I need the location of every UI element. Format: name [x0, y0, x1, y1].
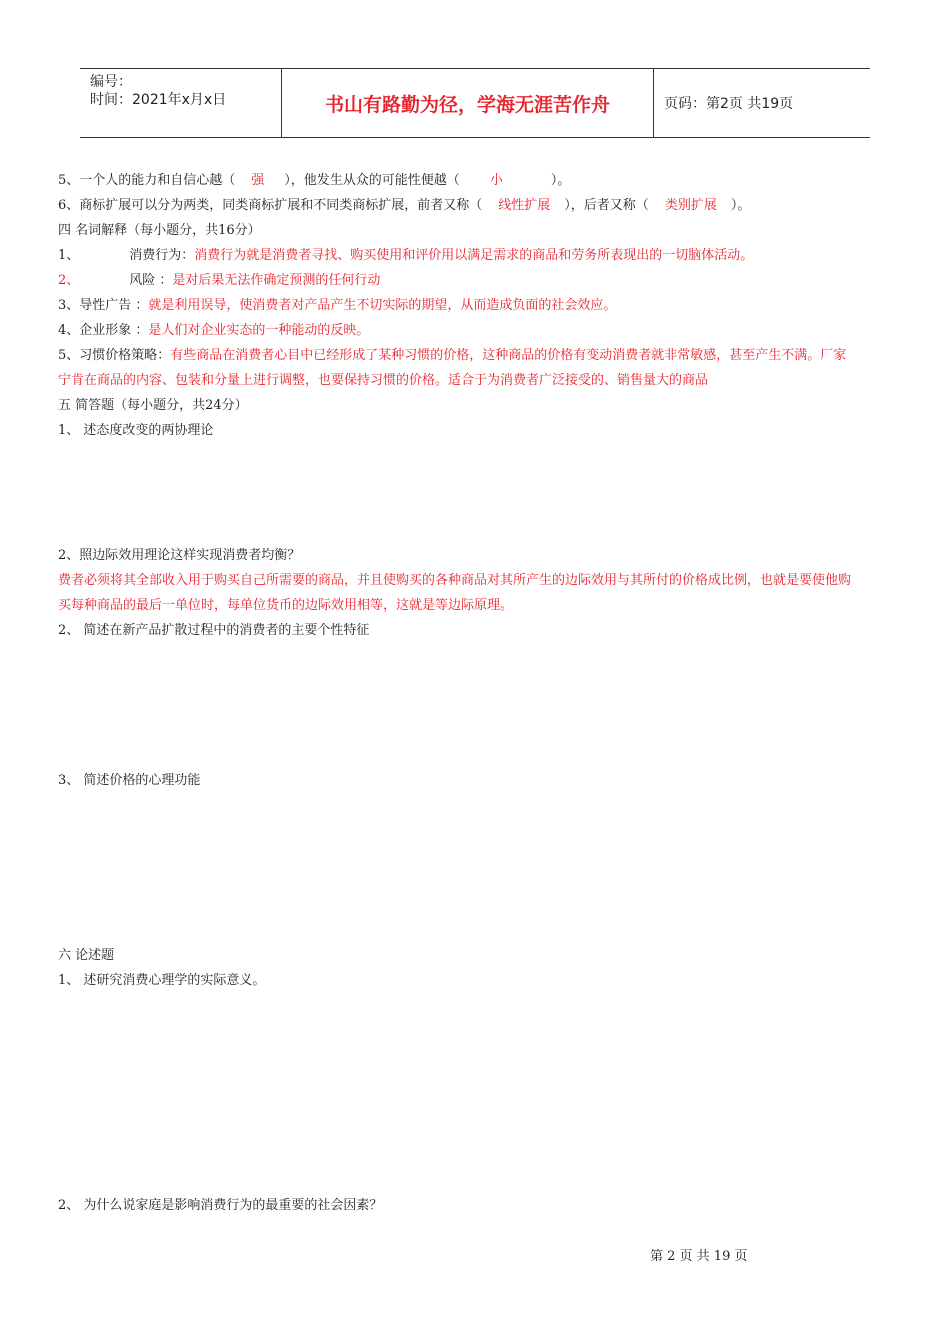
fill-question-5: 5、一个人的能力和自信心越（ 强 ），他发生从众的可能性便越（ 小 ）。: [58, 173, 571, 188]
section-6-title: 六 论述题: [58, 948, 115, 963]
short-question-1: 1、 述态度改变的两协理论: [58, 423, 214, 438]
document-body: [58, 168, 858, 1218]
fill-question-6: 6、商标扩展可以分为两类，同类商标扩展和不同类商标扩展，前者又称（ 线性扩展 ），后者又称（ 类别扩展 ）。: [58, 198, 751, 213]
header-motto: 书山有路勤为径，学海无涯苦作舟: [282, 69, 654, 137]
header-info-cell: [80, 69, 282, 137]
section-5-title: 五 简答题（每小题分，共24分）: [58, 398, 248, 413]
term-item-2: 2、 风险 ：是对后果无法作确定预测的任何行动: [58, 273, 381, 288]
number-label: 编号：: [90, 74, 132, 90]
essay-question-2: 2、 为什么说家庭是影响消费行为的最重要的社会因素？: [58, 1198, 383, 1213]
section-4-title: 四 名词解释（每小题分，共16分）: [58, 223, 261, 238]
short-question-4: 3、 简述价格的心理功能: [58, 773, 201, 788]
page-footer: 第 2 页 共 19 页: [650, 1249, 748, 1264]
short-question-2: 2、照边际效用理论这样实现消费者均衡？: [58, 548, 301, 563]
term-item-5: 5、习惯价格策略：有些商品在消费者心目中已经形成了某种习惯的价格，这种商品的价格有变动消费者就非常敏感，甚至产生不满。厂家宁肯在商品的内容、包装和分量上进行调整，也要保持习惯的价格。适合于为消费者广泛接受的、销售量大的商品: [58, 348, 847, 388]
header-page-info: 页码：第2页 共19页: [664, 96, 794, 112]
answer-q5-1: 强: [251, 173, 265, 188]
answer-q6-2: 类别扩展: [664, 198, 717, 213]
term-item-4: 4、企业形象 ：是人们对企业实态的一种能动的反映。: [58, 323, 370, 338]
time-label: 时间：2021年x月x日: [90, 92, 227, 108]
short-question-3: 2、 简述在新产品扩散过程中的消费者的主要个性特征: [58, 623, 370, 638]
essay-question-1: 1、 述研究消费心理学的实际意义。: [58, 973, 266, 988]
short-answer-2: 费者必须将其全部收入用于购买自己所需要的商品，并且使购买的各种商品对其所产生的边际效用与其所付的价格成比例，也就是要使他购买每种商品的最后一单位时，每单位货币的边际效用相等，这就是等边际原理。: [58, 573, 852, 613]
term-item-3: 3、导性广告 ：就是利用误导，使消费者对产品产生不切实际的期望，从而造成负面的社会效应。: [58, 298, 617, 313]
term-item-1: 1、 消费行为：消费行为就是消费者寻找、购买使用和评价用以满足需求的商品和劳务所表现出的一切脑体活动。: [58, 248, 754, 263]
page-header: [80, 68, 870, 138]
answer-q5-2: 小: [489, 173, 503, 188]
answer-q6-1: 线性扩展: [498, 198, 551, 213]
